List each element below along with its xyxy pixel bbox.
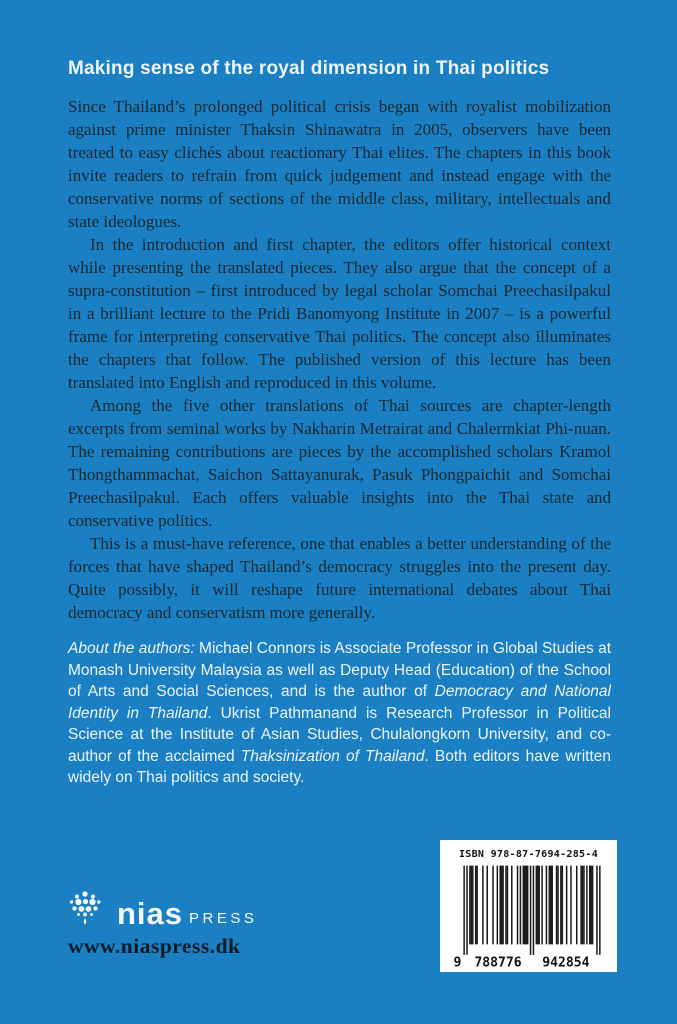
- barcode-bar: [575, 866, 577, 945]
- barcode-bar: [506, 866, 508, 945]
- cover-tagline: Making sense of the royal dimension in Thai politics: [68, 58, 550, 79]
- barcode-bar: [591, 866, 593, 945]
- barcode-bar: [511, 866, 513, 945]
- barcode-bar: [496, 866, 498, 945]
- barcode-bar: [560, 866, 562, 945]
- barcode-bar: [583, 866, 585, 945]
- barcode-bar: [505, 866, 507, 945]
- barcode-guard-bar: [599, 866, 601, 955]
- barcode-bar: [502, 866, 504, 945]
- publisher-name: nias: [117, 896, 184, 931]
- barcode-bar: [525, 866, 527, 945]
- barcode-digit-lead: 9: [453, 955, 461, 968]
- barcode-bar: [522, 866, 524, 945]
- barcode-bar: [472, 866, 474, 945]
- barcode-guard-bar: [463, 866, 465, 955]
- barcode-bar: [474, 866, 476, 945]
- text-segment: Michael Connors is Associate Professor in Global Studies at Monash University Malaysia as well as Deputy Head (Education) of the School of Arts and Social Sciences, and is the author of: [68, 640, 612, 700]
- barcode-bar: [548, 866, 550, 945]
- barcode-bar: [588, 866, 590, 945]
- barcode-guard-bar: [466, 866, 468, 955]
- blurb: [68, 95, 611, 624]
- nias-tree-logo-icon: [66, 889, 104, 929]
- barcode-digit-group1: 788776: [473, 955, 522, 968]
- barcode-guard-bar: [529, 866, 531, 955]
- barcode-bar: [482, 866, 484, 945]
- barcode-bar: [581, 866, 583, 945]
- text-segment: . Both editors have written widely on Thai politics and society.: [68, 747, 611, 786]
- barcode-guard-bar: [532, 866, 534, 955]
- barcode-bar: [545, 866, 547, 945]
- isbn-barcode-panel: [440, 840, 617, 972]
- blurb-paragraph-2: In the introduction and first chapter, the editors offer historical context while presenting the translated pieces. They also argue that the concept of a supra-constitution – first introduced by legal scholar Somchai Preechasilpakul in a brilliant lecture to the Pridi Banomyong Institute in 2007 – is a powerful frame for interpreting conservative Thai politics. The concept also illuminates the chapters that follow. The published version of this lecture has been translated into English and reproduced in this volume.: [68, 235, 611, 392]
- barcode-bar: [492, 866, 494, 945]
- publisher-website-url: www.niaspress.dk: [68, 934, 241, 958]
- barcode-guard-bar: [596, 866, 598, 955]
- barcode-bar: [469, 866, 471, 945]
- barcode-bar: [557, 866, 559, 945]
- barcode-digit-group2: 942854: [541, 955, 590, 968]
- barcode-bar: [541, 866, 543, 945]
- barcode-bar: [555, 866, 557, 945]
- blurb-paragraph-3: Among the five other translations of Thai sources are chapter-length excerpts from seminal works by Nakharin Metrairat and Chalermkiat Phi-nuan. The remaining contributions are pieces by the accomplished scholars Kramol Thongthammachat, Saichon Sattayanurak, Pasuk Phongpaichit and Somchai Preechasilpakul. Each offers valuable insights into the Thai state and conservative politics.: [68, 396, 611, 530]
- blurb-paragraph-1: Since Thailand’s prolonged political crisis began with royalist mobilization against prime minister Thaksin Shinawatra in 2005, observers have been treated to easy clichés about reactionary Thai elites. The chapters in this book invite readers to refrain from quick judgement and instead engage with the conservative norms of sections of the middle class, military, intellectuals and state ideologues.: [68, 97, 611, 231]
- barcode-bar: [516, 866, 518, 945]
- barcode-bar: [565, 866, 567, 945]
- about-authors-paragraph: [68, 638, 611, 789]
- barcode-bar: [537, 866, 539, 945]
- barcode-bar: [486, 866, 488, 945]
- barcode-bar: [526, 866, 528, 945]
- back-cover-text-block: [68, 58, 611, 789]
- barcode-bar: [561, 866, 563, 945]
- italic-text-segment: Thaksinization of Thailand: [240, 747, 425, 765]
- barcode-bar: [590, 866, 592, 945]
- barcode-bar: [470, 866, 472, 945]
- barcode-bar: [476, 866, 478, 945]
- ean13-barcode: [450, 863, 608, 968]
- barcode-bar: [524, 866, 526, 945]
- barcode-bar: [551, 866, 553, 945]
- text-segment: . Ukrist Pathmanand is Research Professor in Political Science at the Institute of Asian Studies, Chulalongkorn University, and co-author of the acclaimed: [68, 704, 611, 765]
- publisher-name-suffix: PRESS: [189, 910, 258, 927]
- barcode-bar: [519, 866, 521, 945]
- barcode-bar: [550, 866, 552, 945]
- italic-text-segment: About the authors:: [68, 640, 200, 657]
- blurb-paragraph-4: This is a must-have reference, one that enables a better understanding of the forces that have shaped Thailand’s democracy struggles into the present day. Quite possibly, it will reshape future international debates about Thai democracy and conservatism more generally.: [68, 534, 611, 622]
- barcode-bar: [499, 866, 501, 945]
- italic-text-segment: Democracy and National Identity in Thailand: [68, 683, 611, 722]
- isbn-number: ISBN 978-87-7694-285-4: [458, 849, 599, 860]
- publisher-logo: [66, 889, 257, 929]
- barcode-bar: [570, 866, 572, 945]
- barcode-bar: [580, 866, 582, 945]
- barcode-bar: [538, 866, 540, 945]
- barcode-bar: [535, 866, 537, 945]
- barcode-bar: [500, 866, 502, 945]
- barcode-bar: [586, 866, 588, 945]
